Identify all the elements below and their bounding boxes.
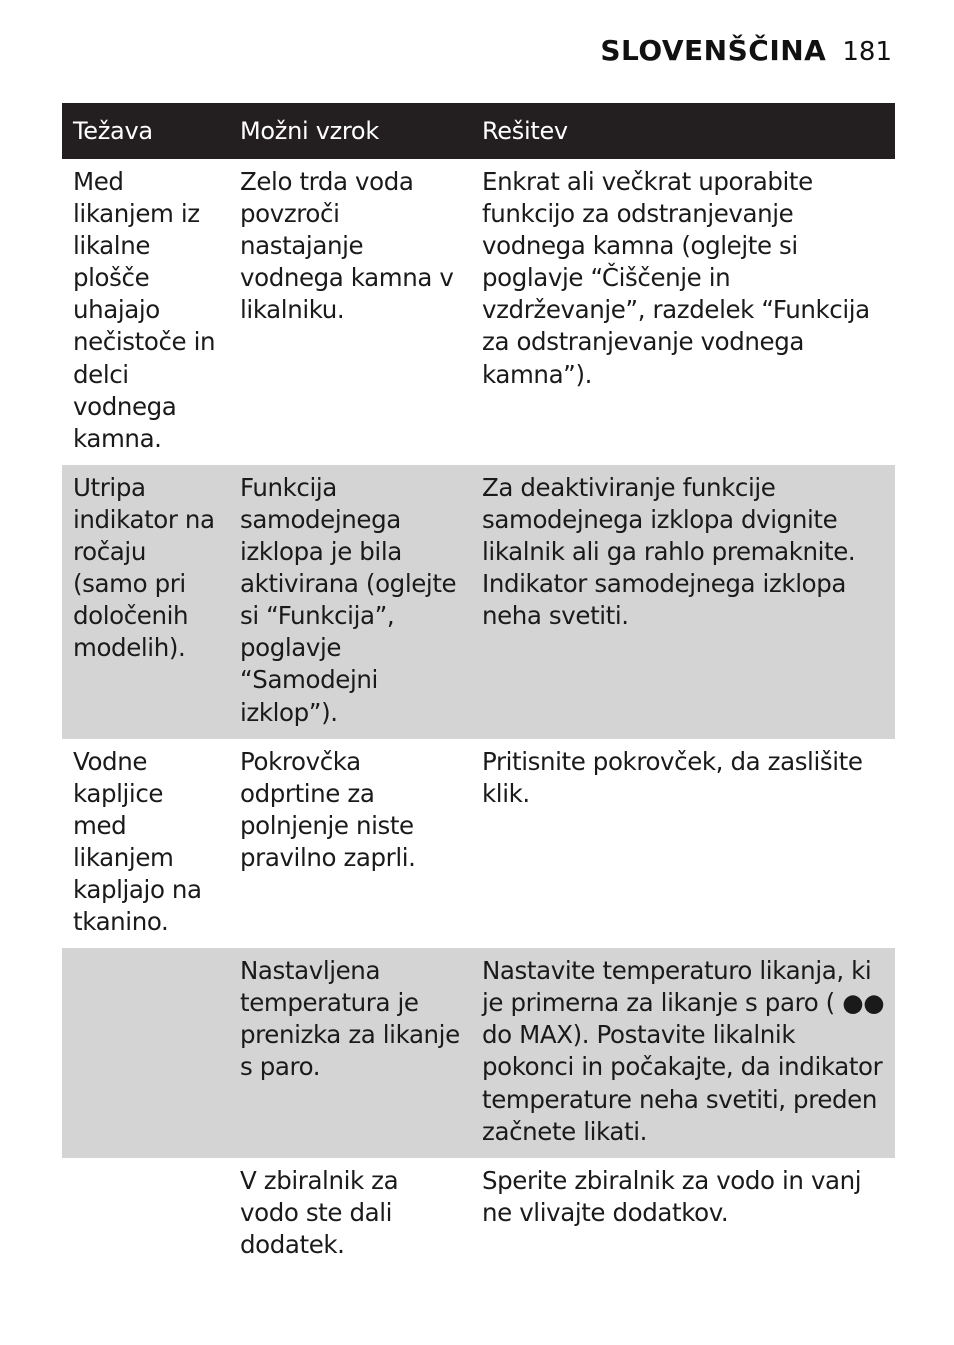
solution-cell: Enkrat ali večkrat uporabite funkcijo za odstranjevanje vodnega kamna (oglejte si poglavje “Čiščenje in vzdrževanje”, razdelek “Funkcija za odstranjevanje vodnega kamna”). [482, 167, 870, 389]
cause-cell: Funkcija samodejnega izklopa je bila aktivirana (oglejte si “Funkcija”, poglavje “Samodejni izklop”). [229, 465, 471, 739]
column-header-problem: Težava [62, 103, 229, 159]
column-header-solution: Rešitev [471, 103, 895, 159]
problem-cell: Utripa indikator na ročaju (samo pri določenih modelih). [62, 465, 229, 739]
problem-cell [62, 948, 229, 1158]
table-header-row [62, 103, 895, 159]
solution-cell: Za deaktiviranje funkcije samodejnega izklopa dvignite likalnik ali ga rahlo premaknite. Indikator samodejnega izklopa neha svetiti. [471, 465, 895, 739]
table-row [62, 739, 895, 949]
page-number: 181 [842, 37, 892, 67]
table-row [62, 948, 895, 1158]
solution-cell: Pritisnite pokrovček, da zaslišite klik. [482, 746, 863, 808]
solution-cell: Nastavite temperaturo likanja, ki je primerna za likanje s paro ( ●● do MAX). Postavite likalnik pokonci in počakajte, da indikator temperature neha svetiti, preden začnete likati. [471, 948, 895, 1158]
table-row [62, 1158, 895, 1271]
problem-cell: Vodne kapljice med likanjem kapljajo na tkanino. [73, 746, 202, 937]
solution-cell: Sperite zbiralnik za vodo in vanj ne vlivajte dodatkov. [482, 1165, 862, 1227]
cause-cell: Pokrovčka odprtine za polnjenje niste pravilno zaprli. [240, 746, 416, 872]
column-header-cause: Možni vzrok [229, 103, 471, 159]
troubleshooting-table [62, 103, 895, 1271]
cause-cell: Nastavljena temperatura je prenizka za likanje s paro. [229, 948, 471, 1158]
section-title: SLOVENŠČINA [600, 34, 827, 67]
page-header [600, 34, 892, 67]
table-row [62, 465, 895, 739]
table-row [62, 159, 895, 465]
cause-cell: V zbiralnik za vodo ste dali dodatek. [240, 1165, 399, 1259]
cause-cell: Zelo trda voda povzroči nastajanje vodnega kamna v likalniku. [240, 167, 454, 325]
problem-cell: Med likanjem iz likalne plošče uhajajo nečistoče in delci vodnega kamna. [73, 167, 216, 453]
problem-cell [62, 1158, 229, 1271]
